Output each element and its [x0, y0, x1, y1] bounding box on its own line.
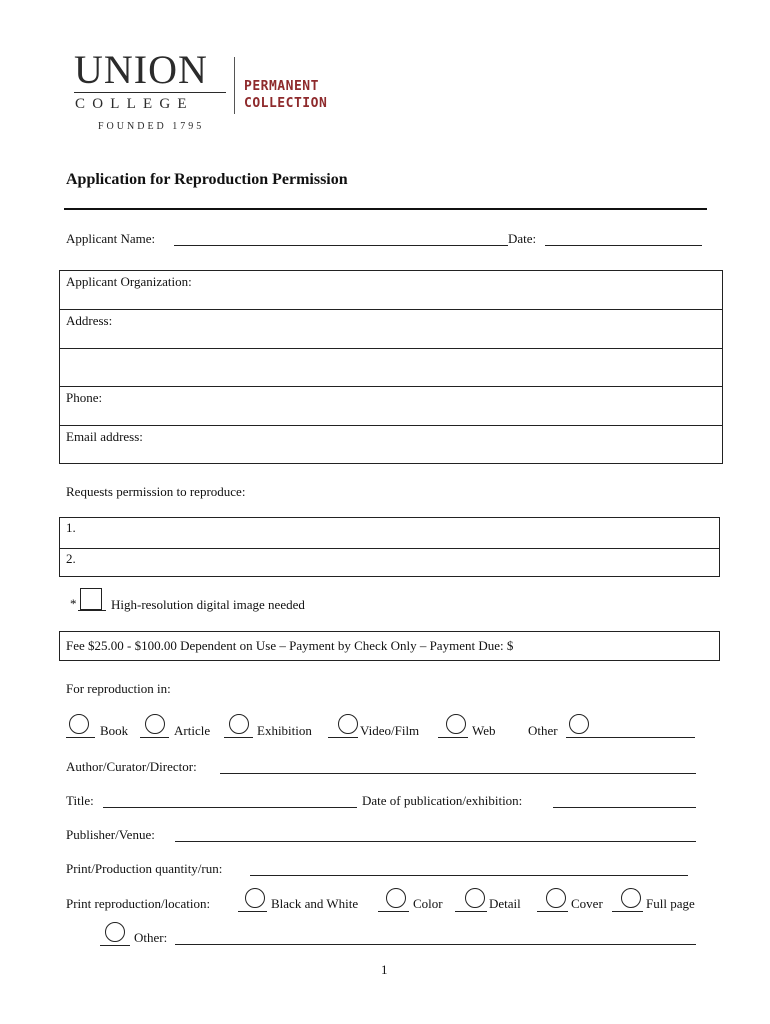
exhibition-option-label: Exhibition: [257, 723, 312, 738]
book-radio[interactable]: [69, 714, 89, 734]
print-location-label: Print reproduction/location:: [66, 896, 211, 911]
logo-vertical-divider: [234, 57, 235, 114]
publisher-field[interactable]: [175, 841, 696, 842]
full-page-radio[interactable]: [621, 888, 641, 908]
web-option-label: Web: [472, 723, 496, 738]
request-item-2-field[interactable]: 2.: [60, 548, 719, 578]
title-rule: [64, 208, 707, 210]
document-title: Application for Reproduction Permission: [66, 171, 348, 188]
applicant-name-field[interactable]: [174, 245, 508, 246]
email-field[interactable]: [60, 425, 722, 463]
hires-checkbox[interactable]: [80, 588, 102, 610]
date-label: Date:: [508, 231, 537, 246]
organization-field[interactable]: [60, 271, 722, 309]
title-label: Title:: [66, 793, 94, 808]
request-item-1-field[interactable]: 1.: [66, 520, 76, 535]
logo-founded-text: FOUNDED 1795: [98, 121, 205, 132]
title-field[interactable]: [103, 807, 357, 808]
quantity-label: Print/Production quantity/run:: [66, 861, 223, 876]
author-field[interactable]: [220, 773, 696, 774]
print-other-radio[interactable]: [105, 922, 125, 942]
hires-underline: [78, 610, 106, 611]
color-option-label: Color: [413, 896, 443, 911]
contact-info-box: [59, 270, 723, 464]
print-other-field[interactable]: [175, 944, 696, 945]
page-number: 1: [381, 962, 388, 977]
print-other-label: Other:: [134, 930, 168, 945]
reproduction-label: For reproduction in:: [66, 681, 171, 696]
article-radio[interactable]: [145, 714, 165, 734]
article-option-label: Article: [174, 723, 211, 738]
organization-label: Applicant Organization:: [66, 274, 192, 289]
author-label: Author/Curator/Director:: [66, 759, 197, 774]
publisher-label: Publisher/Venue:: [66, 827, 155, 842]
other-radio[interactable]: [569, 714, 589, 734]
logo-union-text: UNION: [74, 47, 208, 92]
full-page-option-label: Full page: [646, 896, 695, 911]
logo-collection-text: COLLECTION: [244, 96, 328, 111]
hires-label: High-resolution digital image needed: [111, 597, 305, 612]
black-white-radio[interactable]: [245, 888, 265, 908]
phone-field[interactable]: [60, 386, 722, 424]
logo-divider: [74, 92, 226, 93]
other-option-label: Other: [528, 723, 558, 738]
cover-radio[interactable]: [546, 888, 566, 908]
video-film-radio[interactable]: [338, 714, 358, 734]
quantity-field[interactable]: [250, 875, 688, 876]
address-line-2-field[interactable]: [60, 348, 722, 386]
address-label: Address:: [66, 313, 113, 329]
email-label: Email address:: [66, 428, 143, 444]
exhibition-radio[interactable]: [229, 714, 249, 734]
cover-option-label: Cover: [571, 896, 603, 911]
color-radio[interactable]: [386, 888, 406, 908]
black-white-option-label: Black and White: [271, 896, 359, 911]
address-field[interactable]: [60, 309, 722, 347]
detail-radio[interactable]: [465, 888, 485, 908]
video-film-option-label: Video/Film: [360, 723, 420, 738]
request-items-box: [59, 517, 720, 577]
web-radio[interactable]: [446, 714, 466, 734]
requests-label: Requests permission to reproduce:: [66, 484, 246, 499]
date-publication-field[interactable]: [553, 807, 696, 808]
phone-label: Phone:: [66, 390, 103, 406]
book-option-label: Book: [100, 723, 129, 738]
applicant-name-label: Applicant Name:: [66, 231, 156, 246]
date-publication-label: Date of publication/exhibition:: [362, 793, 523, 808]
logo-college-text: COLLEGE: [75, 96, 194, 112]
fee-box: Fee $25.00 - $100.00 Dependent on Use – Payment by Check Only – Payment Due: $: [59, 631, 720, 661]
other-field[interactable]: [566, 737, 695, 738]
date-field[interactable]: [545, 245, 702, 246]
logo-permanent-text: PERMANENT: [244, 79, 319, 94]
detail-option-label: Detail: [489, 896, 521, 911]
hires-asterisk: *: [70, 596, 77, 611]
